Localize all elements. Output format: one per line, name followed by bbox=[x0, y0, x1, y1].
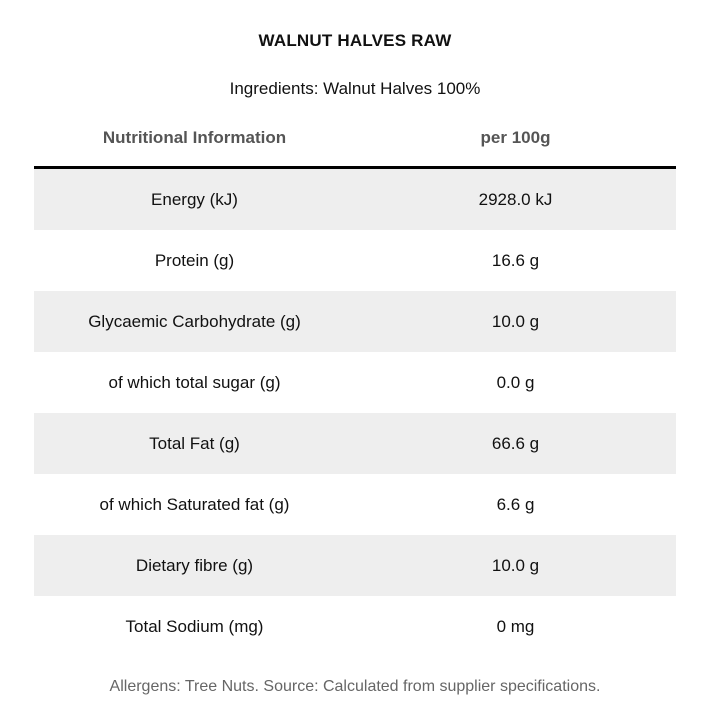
row-value: 0 mg bbox=[496, 616, 535, 636]
row-label: Dietary fibre (g) bbox=[135, 555, 254, 575]
table-row bbox=[34, 535, 676, 596]
allergens-footer: Allergens: Tree Nuts. Source: Calculated from supplier specifications. bbox=[109, 678, 601, 695]
table-row bbox=[34, 169, 676, 230]
row-value: 16.6 g bbox=[491, 250, 540, 270]
nutrition-table bbox=[34, 110, 676, 657]
ingredients-line: Ingredients: Walnut Halves 100% bbox=[229, 79, 481, 98]
table-row bbox=[34, 352, 676, 413]
row-label: Total Fat (g) bbox=[149, 433, 240, 453]
product-title: WALNUT HALVES RAW bbox=[258, 31, 452, 50]
row-value: 10.0 g bbox=[491, 311, 540, 331]
header-per-100g: per 100g bbox=[480, 128, 551, 147]
row-value: 2928.0 kJ bbox=[478, 189, 553, 209]
table-row bbox=[34, 596, 676, 657]
row-label: Protein (g) bbox=[154, 250, 235, 270]
table-row bbox=[34, 474, 676, 535]
row-value: 66.6 g bbox=[491, 433, 540, 453]
nutrition-table-header bbox=[34, 110, 676, 169]
row-value: 6.6 g bbox=[496, 494, 535, 514]
row-label: Total Sodium (mg) bbox=[125, 616, 264, 636]
row-label: of which Saturated fat (g) bbox=[99, 494, 290, 514]
row-value: 0.0 g bbox=[496, 372, 535, 392]
row-value: 10.0 g bbox=[491, 555, 540, 575]
row-label: of which total sugar (g) bbox=[108, 372, 281, 392]
row-label: Glycaemic Carbohydrate (g) bbox=[88, 311, 301, 331]
table-row bbox=[34, 291, 676, 352]
header-nutritional-information: Nutritional Information bbox=[102, 128, 287, 147]
nutrition-table-body bbox=[34, 169, 676, 657]
table-row bbox=[34, 413, 676, 474]
row-label: Energy (kJ) bbox=[151, 189, 238, 209]
table-row bbox=[34, 230, 676, 291]
